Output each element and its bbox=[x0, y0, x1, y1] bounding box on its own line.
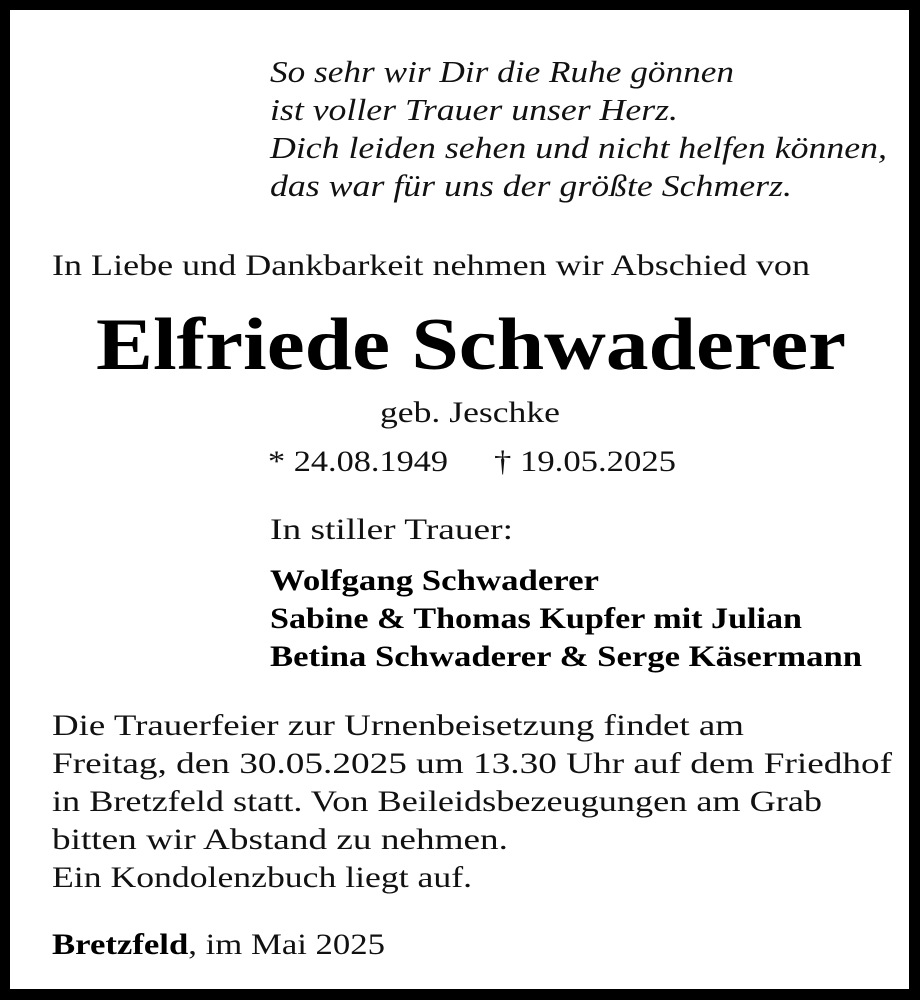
announcement-line-3: in Bretzfeld statt. Von Beileidsbezeugungen am Grab bbox=[52, 785, 823, 818]
birth-date: * 24.08.1949 bbox=[268, 445, 449, 478]
poem-line-4: das war für uns der größte Schmerz. bbox=[270, 168, 792, 203]
poem-line-1: So sehr wir Dir die Ruhe gönnen bbox=[270, 54, 735, 89]
mourner-name: Wolfgang Schwaderer bbox=[270, 564, 599, 597]
maiden-name: geb. Jeschke bbox=[380, 396, 560, 429]
intro-text: In Liebe und Dankbarkeit nehmen wir Abschied von bbox=[52, 249, 811, 282]
death-date: † 19.05.2025 bbox=[494, 445, 677, 478]
announcement-line-2: Freitag, den 30.05.2025 um 13.30 Uhr auf dem Friedhof bbox=[52, 747, 893, 780]
deceased-name: Elfriede Schwaderer bbox=[96, 304, 847, 386]
signature-place: Bretzfeld bbox=[52, 928, 189, 961]
announcement-line-5: Ein Kondolenzbuch liegt auf. bbox=[52, 861, 472, 894]
poem-line-3: Dich leiden sehen und nicht helfen können, bbox=[270, 130, 887, 165]
mourner-name: Sabine & Thomas Kupfer mit Julian bbox=[270, 602, 803, 635]
announcement-line-1: Die Trauerfeier zur Urnenbeisetzung findet am bbox=[52, 709, 745, 742]
mourners-heading: In stiller Trauer: bbox=[270, 513, 514, 546]
signature-line bbox=[52, 930, 385, 960]
signature-date: , im Mai 2025 bbox=[188, 928, 385, 961]
announcement-line-4: bitten wir Abstand zu nehmen. bbox=[52, 823, 508, 856]
mourner-name: Betina Schwaderer & Serge Käsermann bbox=[270, 640, 863, 673]
poem-line-2: ist voller Trauer unser Herz. bbox=[270, 92, 678, 127]
